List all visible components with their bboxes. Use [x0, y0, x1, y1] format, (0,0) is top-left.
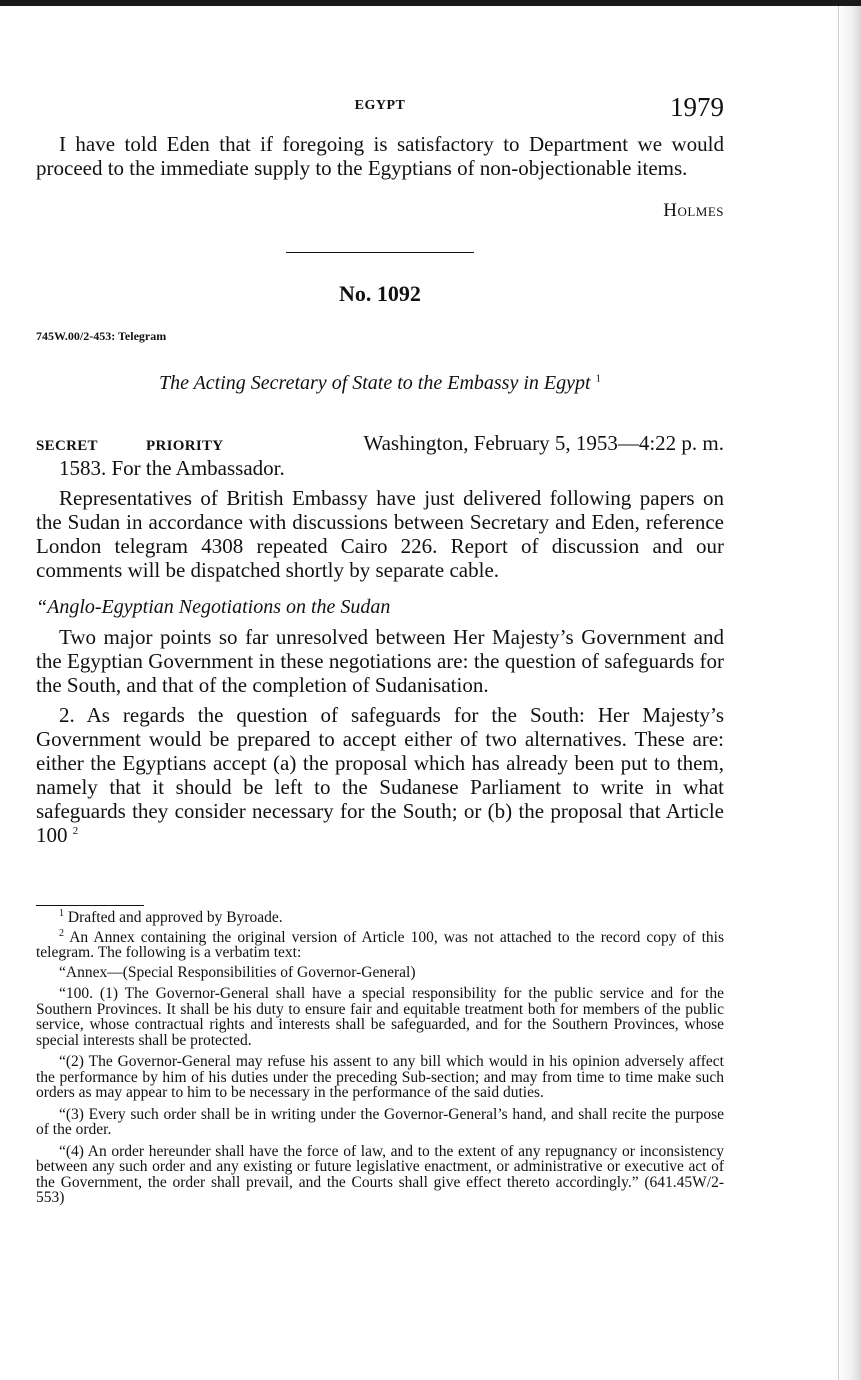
telegram-line: 1583. For the Ambassador. — [59, 456, 285, 480]
precedence: PRIORITY — [146, 438, 224, 454]
heading-text: The Acting Secretary of State to the Embassy in Egypt — [158, 372, 591, 394]
footnote-marker: 2 — [59, 927, 64, 939]
running-header — [36, 92, 724, 122]
document-heading — [36, 372, 724, 395]
body-paragraph: Two major points so far unresolved between Her Majesty’s Government and the Egyptian Government in these negotiations are: the question of safeguards for the South, and that of the completion of Sudanisation. — [36, 625, 724, 697]
dateline — [36, 431, 724, 456]
footnote-marker: 1 — [595, 372, 602, 385]
file-reference: 745W.00/2-453: Telegram — [36, 329, 167, 343]
annex-clause: “(2) The Governor-General may refuse his assent to any bill which would in his opinion adversely affect the performance by him of his duties under the preceding Sub-section; and may from time to time make such orders as may appear to him to be necessary in the performance of the said duties. — [36, 1053, 724, 1101]
footnote-marker: 1 — [59, 907, 64, 919]
running-title: EGYPT — [354, 98, 406, 113]
classification: SECRET — [36, 438, 98, 454]
footnote-rule — [36, 905, 144, 906]
closing-paragraph: I have told Eden that if foregoing is satisfactory to Department we would proceed to the immediate supply to the Egyptians of non-objectionable items. — [36, 132, 724, 180]
footnote-text: Drafted and approved by Byroade. — [67, 909, 283, 926]
page-number: 1979 — [670, 92, 724, 122]
section-divider — [286, 252, 474, 253]
footnote — [36, 907, 724, 926]
signature: Holmes — [663, 200, 724, 221]
subheading: “Anglo-Egyptian Negotiations on the Sudan — [36, 596, 391, 618]
paragraph-text: 2. As regards the question of safeguards for the South: Her Majesty’s Government would be prepared to accept either of two alternatives. These are: either the Egyptians accept (a) the proposal which has already been put to them, namely that it should be left to the Sudanese Parliament to write in what safeguards they consider necessary for the South; or (b) the proposal that Article 100 — [36, 703, 724, 847]
document-number: No. 1092 — [339, 281, 421, 306]
document-page — [36, 92, 724, 1206]
footnote-text: An Annex containing the original version of Article 100, was not attached to the record copy of this telegram. The following is a verbatim text: — [36, 928, 724, 961]
footnote-marker: 2 — [72, 825, 79, 837]
scan-top-border — [0, 0, 861, 6]
footnote — [36, 927, 724, 961]
body-paragraph — [36, 703, 724, 847]
annex-clause: “100. (1) The Governor-General shall have a special responsibility for the public service and for the Southern Provinces. It shall be his duty to ensure fair and equitable treatment both for members of the public service, whose contractual rights and interests shall be safeguarded, and for the Southern Provinces, whose special interests shall be protected. — [36, 985, 724, 1049]
scan-page-edge — [838, 6, 861, 1380]
body-paragraph: Representatives of British Embassy have just delivered following papers on the Sudan in accordance with discussions between Secretary and Eden, reference London telegram 4308 repeated Cairo 226. Report of discussion and our comments will be dispatched shortly by separate cable. — [36, 486, 724, 582]
place-date: Washington, February 5, 1953—4:22 p. m. — [363, 431, 724, 455]
annex-clause: “(4) An order hereunder shall have the force of law, and to the extent of any repugnancy or inconsistency between any such order and any existing or future legislative enactment, or administrative or executive act of the Government, the order shall prevail, and the Courts shall give effect thereto accordingly.” (641.45W/2-553) — [36, 1142, 724, 1206]
annex-title: “Annex—(Special Responsibilities of Governor-General) — [59, 963, 416, 981]
annex-clause: “(3) Every such order shall be in writing under the Governor-General’s hand, and shall recite the purpose of the order. — [36, 1105, 724, 1138]
